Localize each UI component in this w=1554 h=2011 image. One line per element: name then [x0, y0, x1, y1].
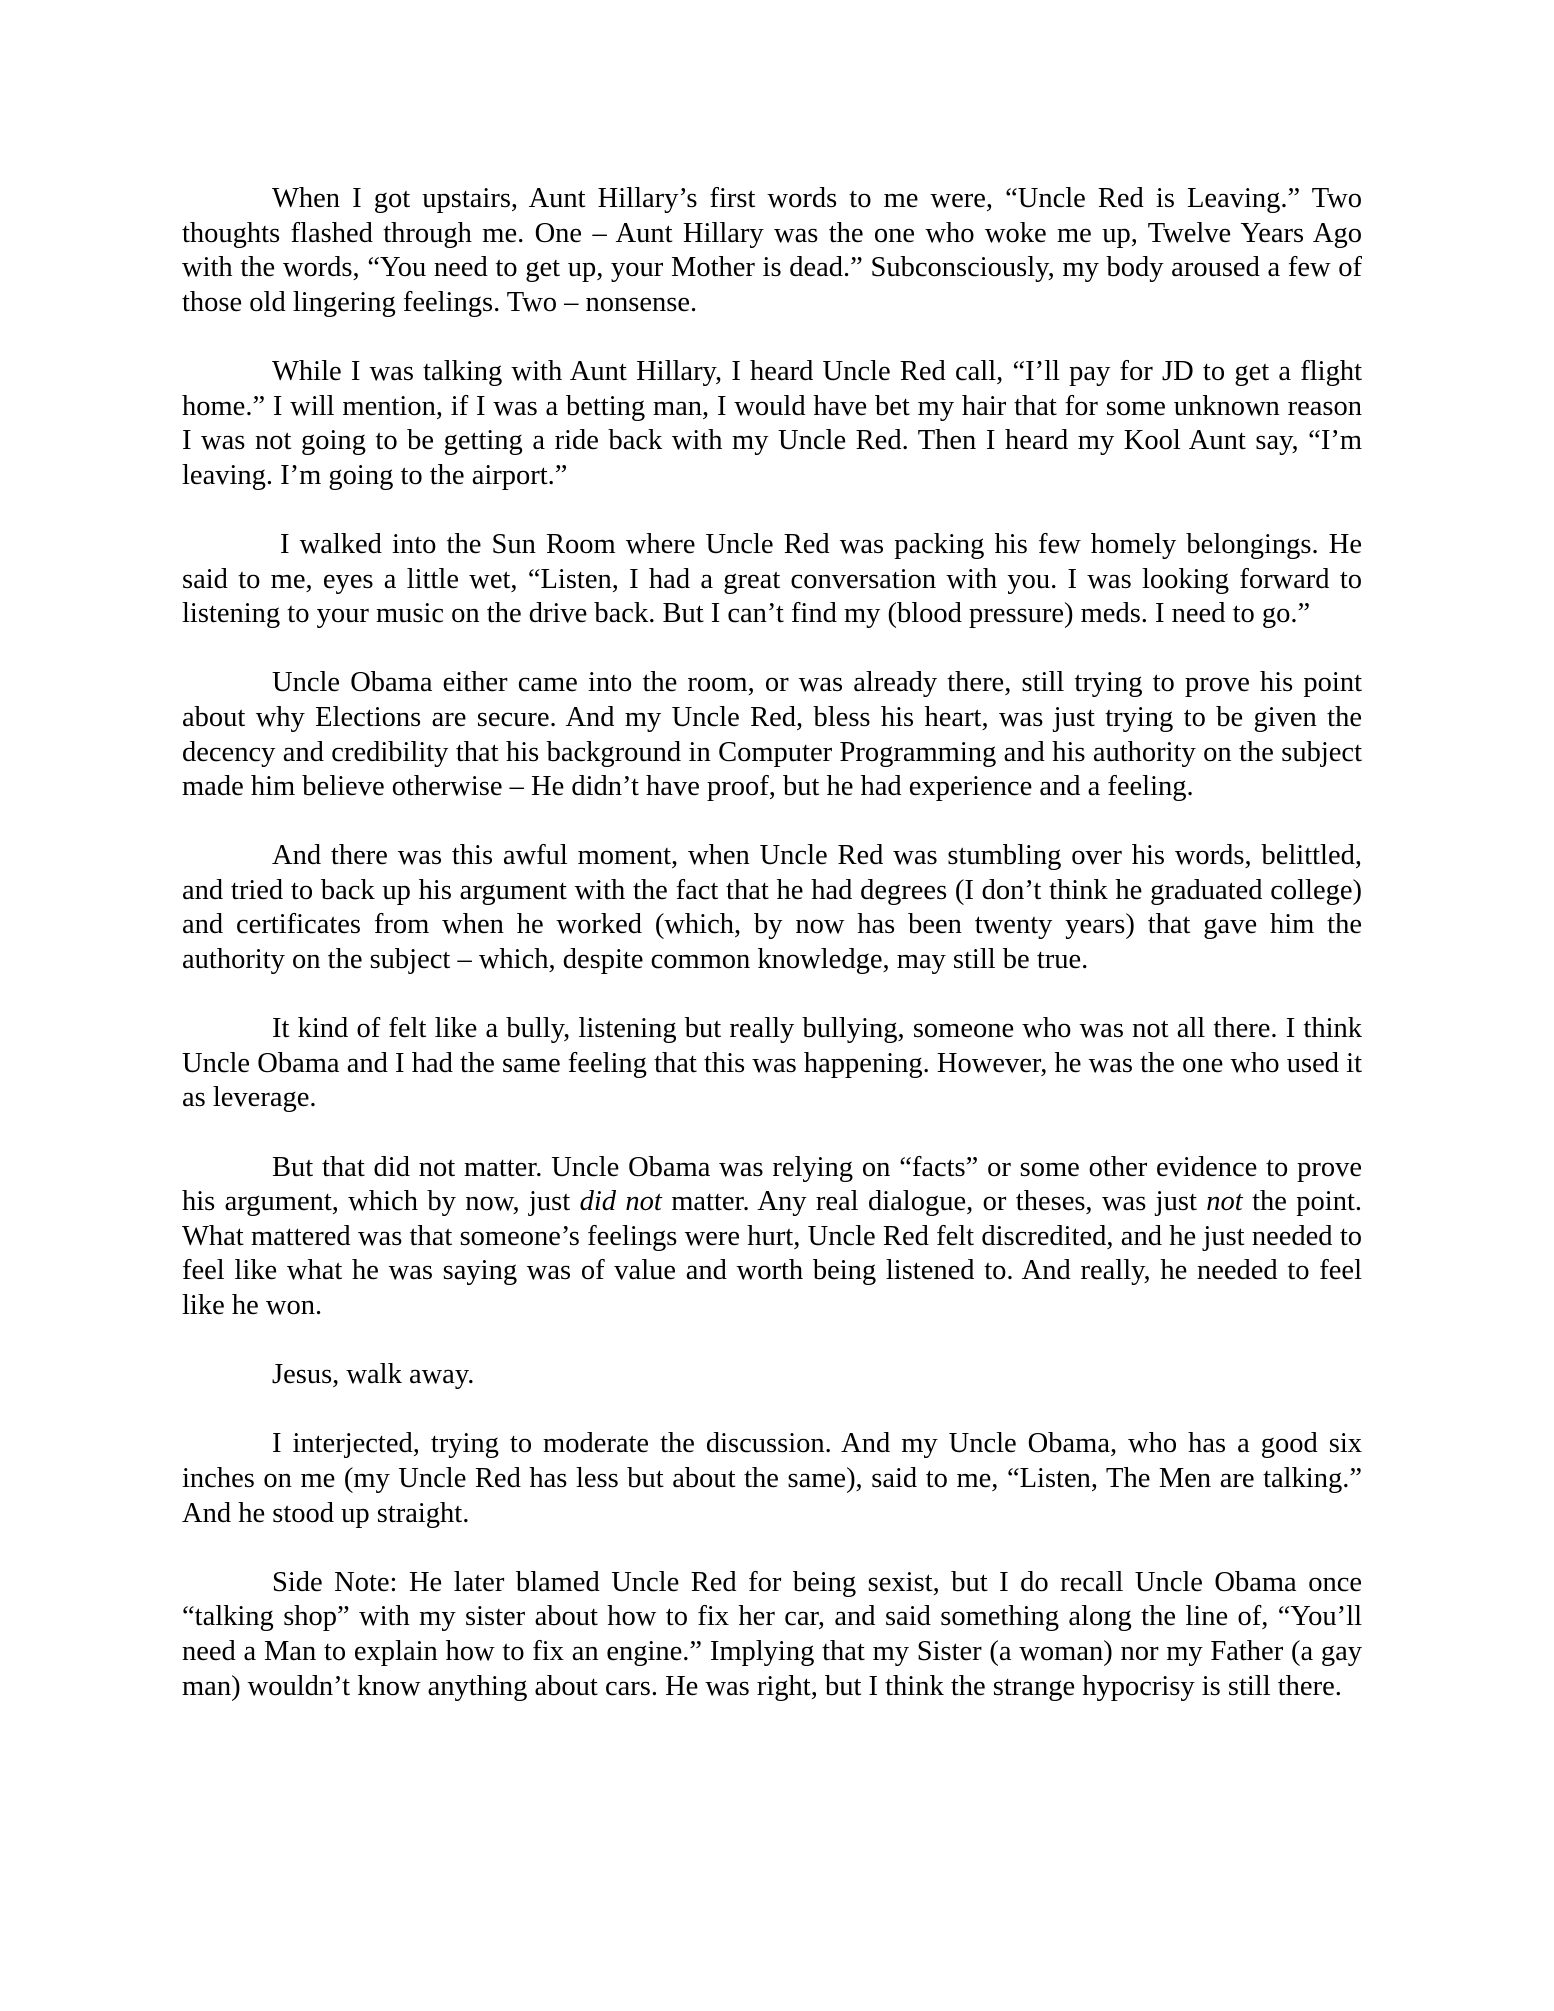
paragraph-4: Uncle Obama either came into the room, or was already there, still trying to prove his point about why Elections are secure. And my Uncle Red, bless his heart, was just trying to be given the decency and credibility that his background in Computer Programming and his authority on the subject made him believe otherwise – He didn’t have proof, but he had experience and a feeling. — [182, 667, 1362, 803]
paragraph-2: While I was talking with Aunt Hillary, I heard Uncle Red call, “I’ll pay for JD to get a flight home.” I will mention, if I was a betting man, I would have bet my hair that for some unknown reason I was not going to be getting a ride back with my Uncle Red. Then I heard my Kool Aunt say, “I’m leaving. I’m going to the airport.” — [182, 355, 1362, 491]
paragraph-6: It kind of felt like a bully, listening but really bullying, someone who was not all there. I think Uncle Obama and I had the same feeling that this was happening. However, he was the one who used it as leverage. — [182, 1013, 1362, 1114]
paragraph-3: I walked into the Sun Room where Uncle Red was packing his few homely belongings. He said to me, eyes a little wet, “Listen, I had a great conversation with you. I was looking forward to listening to your music on the drive back. But I can’t find my (blood pressure) meds. I need to go.” — [182, 528, 1362, 630]
paragraph-7-part-3: the point. What mattered was that someone’s feelings were hurt, Uncle Red felt discredited, and he just needed to feel like what he was saying was of value and worth being listened to. And really, he needed to feel like he won. — [182, 1186, 1363, 1321]
paragraph-1: When I got upstairs, Aunt Hillary’s first words to me were, “Uncle Red is Leaving.” Two thoughts flashed through me. One – Aunt Hillary was the one who woke me up, Twelve Years Ago with the words, “You need to get up, your Mother is dead.” Subconsciously, my body aroused a few of those old lingering feelings. Two – nonsense. — [182, 183, 1362, 318]
document-body — [182, 182, 1362, 1704]
paragraph-5: And there was this awful moment, when Uncle Red was stumbling over his words, belittled, and tried to back up his argument with the fact that he had degrees (I don’t think he graduated college) and certificates from when he worked (which, by now has been twenty years) that gave him the authority on the subject – which, despite common knowledge, may still be true. — [182, 840, 1362, 976]
paragraph-7-part-1: But that did not matter. Uncle Obama was relying on “facts” or some other evidence to prove his argument, which by now, just — [182, 1151, 1362, 1218]
emphasis-not: not — [1206, 1186, 1243, 1218]
paragraph-9: I interjected, trying to moderate the discussion. And my Uncle Obama, who has a good six inches on me (my Uncle Red has less but about the same), said to me, “Listen, The Men are talking.” And he stood up straight. — [182, 1428, 1362, 1529]
paragraph-10: Side Note: He later blamed Uncle Red for being sexist, but I do recall Uncle Obama once “talking shop” with my sister about how to fix her car, and said something along the line of, “You’ll need a Man to explain how to fix an engine.” Implying that my Sister (a woman) nor my Father (a gay man) wouldn’t know anything about cars. He was right, but I think the strange hypocrisy is still there. — [182, 1566, 1362, 1702]
paragraph-8: Jesus, walk away. — [272, 1359, 475, 1391]
paragraph-7 — [182, 1151, 1362, 1324]
paragraph-7-part-2: matter. Any real dialogue, or theses, was just — [661, 1186, 1207, 1218]
emphasis-did-not: did not — [579, 1186, 662, 1218]
